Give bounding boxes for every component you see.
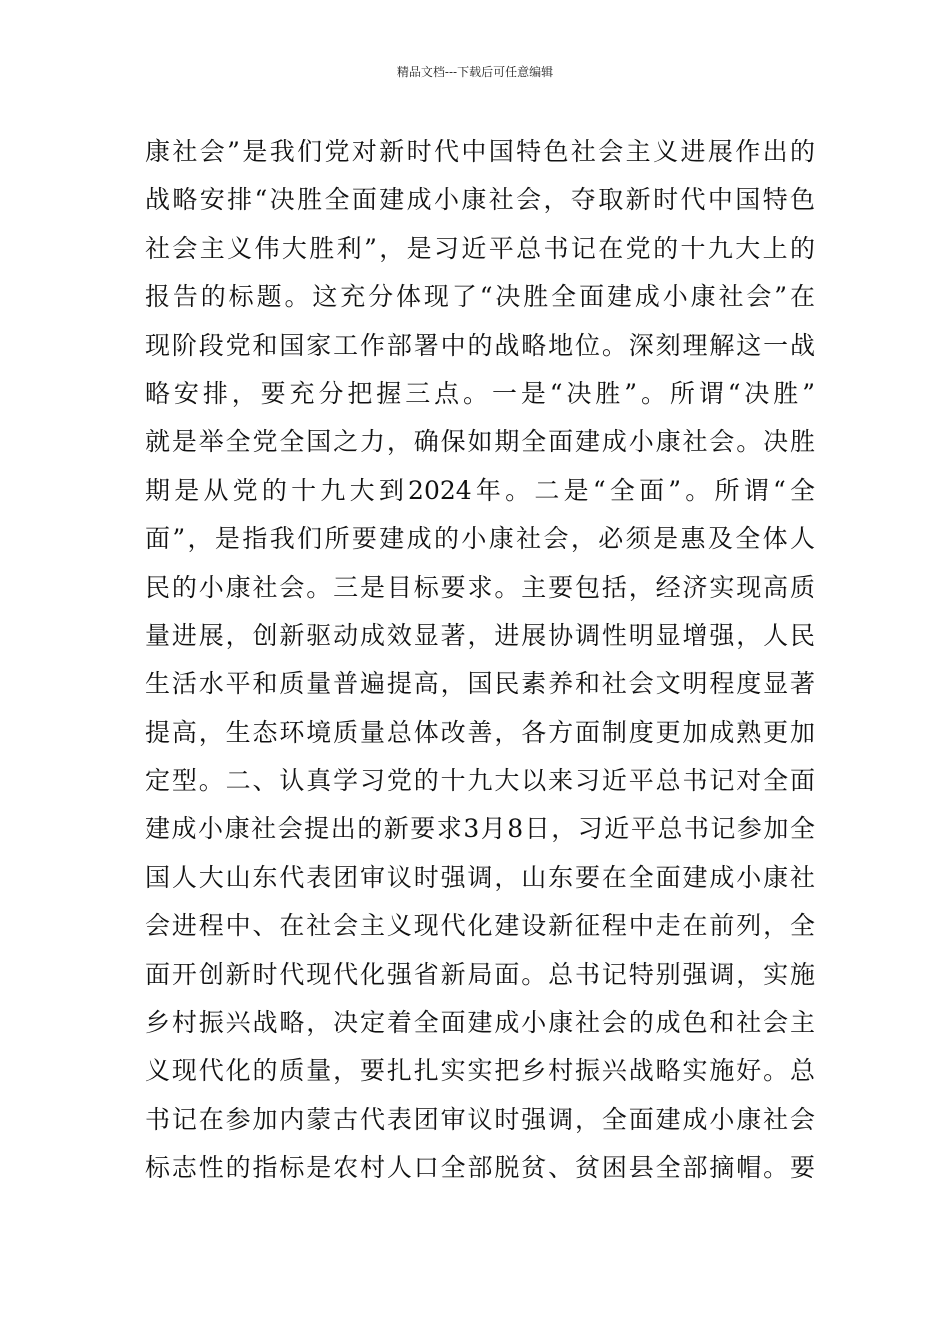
text-line: 建成小康社会提出的新要求3月8日，习近平总书记参加全 bbox=[145, 814, 815, 844]
text-line: 书记在参加内蒙古代表团审议时强调，全面建成小康社会 bbox=[145, 1104, 815, 1134]
text-line: 社会主义伟大胜利”，是习近平总书记在党的十九大上的 bbox=[145, 233, 815, 263]
text-line: 标志性的指标是农村人口全部脱贫、贫困县全部摘帽。要 bbox=[145, 1153, 815, 1183]
text-line: 就是举全党全国之力，确保如期全面建成小康社会。决胜 bbox=[145, 427, 815, 457]
text-line: 会进程中、在社会主义现代化建设新征程中走在前列，全 bbox=[145, 911, 815, 941]
text-line: 面开创新时代现代化强省新局面。总书记特别强调，实施 bbox=[145, 959, 815, 989]
text-line: 提高，生态环境质量总体改善，各方面制度更加成熟更加 bbox=[145, 717, 815, 747]
text-line: 乡村振兴战略，决定着全面建成小康社会的成色和社会主 bbox=[145, 1008, 815, 1038]
text-line: 现阶段党和国家工作部署中的战略地位。深刻理解这一战 bbox=[145, 330, 815, 360]
document-body bbox=[145, 128, 815, 1193]
text-line: 民的小康社会。三是目标要求。主要包括，经济实现高质 bbox=[145, 572, 815, 602]
text-line: 国人大山东代表团审议时强调，山东要在全面建成小康社 bbox=[145, 862, 815, 892]
text-line: 康社会”是我们党对新时代中国特色社会主义进展作出的 bbox=[145, 137, 815, 166]
text-line: 生活水平和质量普遍提高，国民素养和社会文明程度显著 bbox=[145, 669, 815, 699]
page-header: 精品文档---下载后可任意编辑 bbox=[396, 65, 554, 79]
text-line: 定型。二、认真学习党的十九大以来习近平总书记对全面 bbox=[145, 766, 815, 796]
text-line: 义现代化的质量，要扎扎实实把乡村振兴战略实施好。总 bbox=[145, 1056, 815, 1086]
text-line: 面”，是指我们所要建成的小康社会，必须是惠及全体人 bbox=[145, 524, 815, 554]
text-line: 战略安排“决胜全面建成小康社会，夺取新时代中国特色 bbox=[145, 185, 815, 215]
text-line: 量进展，创新驱动成效显著，进展协调性明显增强，人民 bbox=[145, 620, 815, 650]
text-line: 期是从党的十九大到2024年。二是“全面”。所谓“全 bbox=[145, 475, 815, 505]
text-line: 略安排，要充分把握三点。一是“决胜”。所谓“决胜” bbox=[145, 378, 815, 408]
text-line: 报告的标题。这充分体现了“决胜全面建成小康社会”在 bbox=[145, 282, 815, 312]
